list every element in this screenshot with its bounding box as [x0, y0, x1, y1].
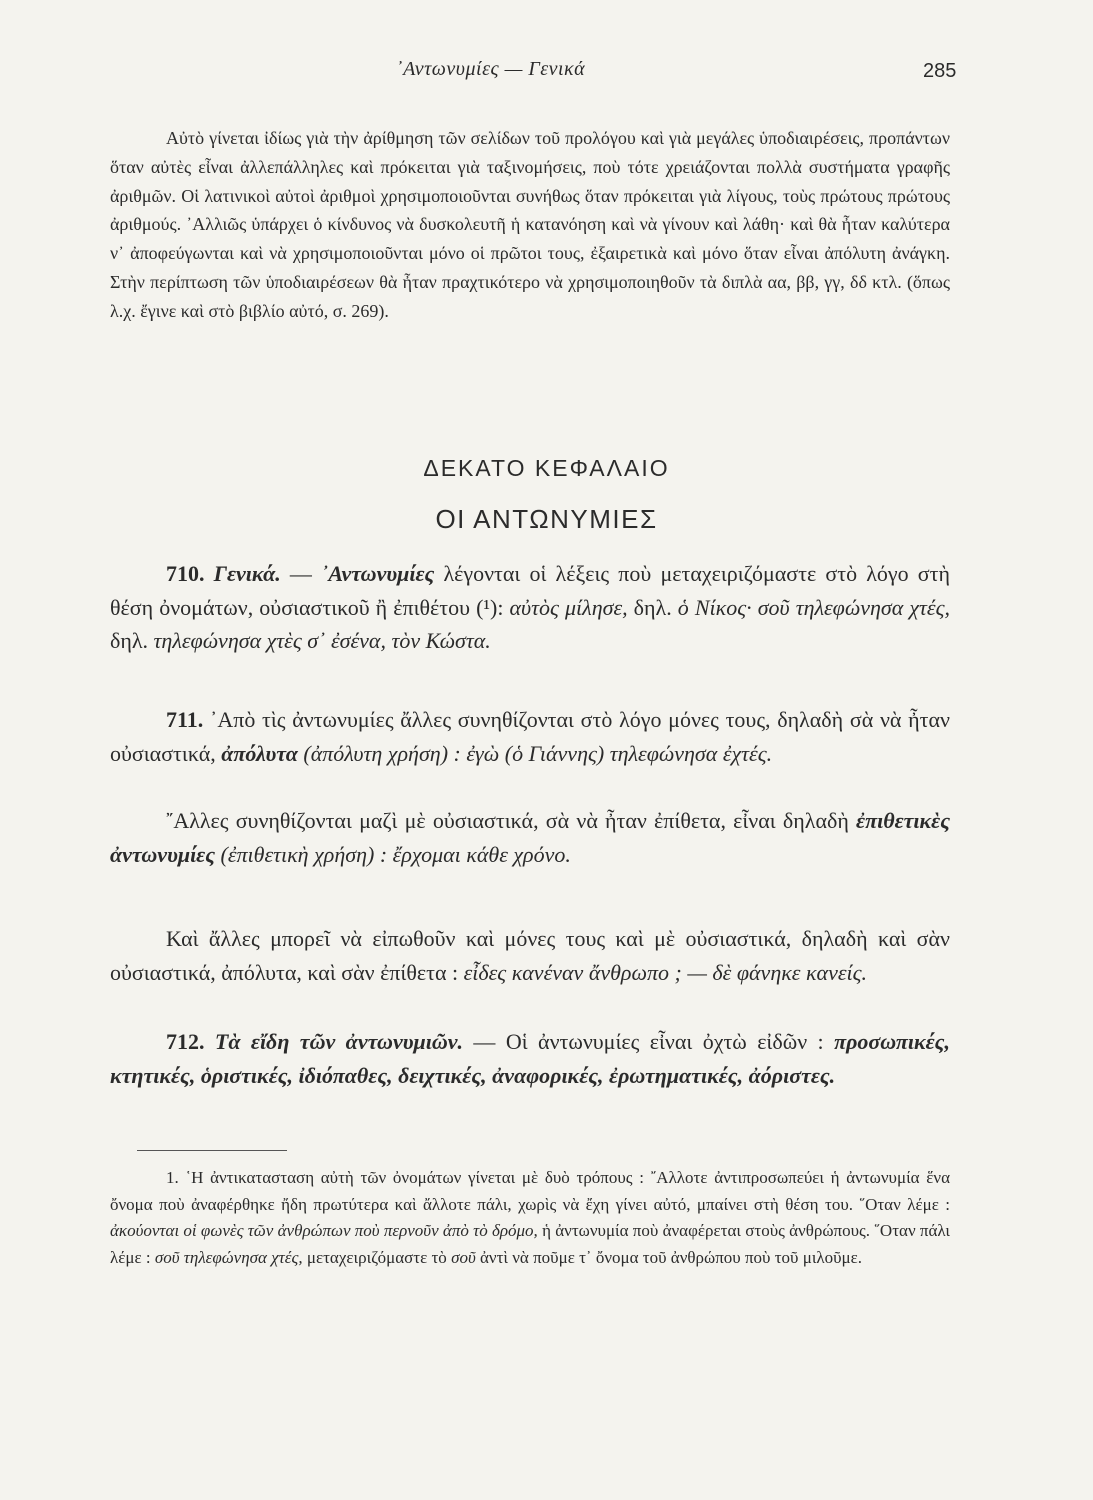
section-number: 710. [166, 561, 205, 586]
text: Καὶ ἄλλες μπορεῖ νὰ εἰπωθοῦν καὶ μόνες τους καὶ μὲ οὐσιαστικά, δηλαδὴ καὶ σὰν οὐσιαστικά, ἀπόλυτα, καὶ σὰν ἐπίθετα : [110, 926, 950, 985]
example: σοῦ τηλεφώνησα χτές, [154, 1247, 303, 1267]
example: ὁ Νίκος· σοῦ τηλεφώνησα χτές, [677, 594, 950, 620]
term: ᾿Αντωνυμίες [321, 561, 435, 586]
kinds-list: προσωπικές, κτητικές, ὁριστικές, ἰδιόπαθες, δειχτικές, ἀναφορικές, ἐρωτηματικές, ἀόριστες. [110, 1029, 950, 1088]
section-number: 712. [166, 1029, 205, 1054]
term: ἀπόλυτα [221, 740, 298, 766]
example: αὐτὸς μίλησε, [509, 594, 628, 620]
page-number: 285 [923, 60, 957, 82]
footnote [110, 1165, 950, 1271]
chapter-label: ΔΕΚΑΤΟ ΚΕΦΑΛΑΙΟ [423, 455, 670, 481]
example: τηλεφώνησα χτὲς σ᾿ ἐσένα, τὸν Κώστα. [153, 628, 491, 653]
text: ἡ ἀντωνυμία ποὺ ἀναφέρεται στοὺς ἀνθρώπους. ῞Οταν πάλι λέμε : [110, 1221, 950, 1267]
running-head [0, 58, 1093, 92]
text: δηλ. [110, 628, 154, 653]
text: μεταχειριζόμαστε τὸ [302, 1247, 452, 1267]
dash: — [280, 561, 322, 586]
section-712 [110, 1025, 950, 1092]
example: (ἀπόλυτη χρήση) : ἐγὼ (ὁ Γιάννης) τηλεφώνησα ἐχτές. [297, 740, 773, 766]
section-number: 711. [166, 707, 204, 732]
text: ᾿Απὸ τὶς ἀντωνυμίες ἄλλες συνηθίζονται στὸ λόγο μόνες τους, δηλαδὴ σὰ νὰ ἦταν οὐσιαστικά, [110, 707, 950, 766]
chapter-title: ΟΙ ΑΝΤΩΝΥΜΙΕΣ [435, 504, 658, 534]
example: σοῦ [451, 1247, 476, 1267]
example: ἀκούονται οἱ φωνὲς τῶν ἀνθρώπων ποὺ περνοῦν ἀπὸ τὸ δρόμο, [110, 1221, 538, 1240]
section-710 [110, 557, 950, 658]
footnote-rule [137, 1150, 287, 1151]
intro-paragraph: Αὐτὸ γίνεται ἰδίως γιὰ τὴν ἀρίθμηση τῶν σελίδων τοῦ προλόγου καὶ γιὰ μεγάλες ὑποδιαιρέσεις, προπάντων ὅταν αὐτὲς εἶναι ἀλλεπάλληλες καὶ πρόκειται γιὰ ταξινομήσεις, ποὺ τότε χρειάζονται πολλὰ συστήματα γραφῆς ἀριθμῶν. Οἱ λατινικοὶ αὐτοὶ ἀριθμοὶ χρησιμοποιοῦνται συνήθως ὅταν πρόκειται γιὰ λίγους, τοὺς πρώτους πρώτους ἀριθμούς. ᾿Αλλιῶς ὑπάρχει ὁ κίνδυνος νὰ δυσκολευτῆ ἡ κατανόηση καὶ νὰ γίνουν καὶ λάθη· καὶ θὰ ἦταν καλύτερα ν᾿ ἀποφεύγωνται καὶ νὰ χρησιμοποιοῦνται μόνο οἱ πρῶτοι τους, ἐξαιρετικὰ καὶ μόνο ὅταν εἶναι ἀπόλυτη ἀνάγκη. Στὴν περίπτωση τῶν ὑποδιαιρέσεων θὰ ἦταν πραχτικότερο νὰ χρησιμοποιηθοῦν τὰ διπλὰ αα, ββ, γγ, δδ κτλ. (ὅπως λ.χ. ἔγινε καὶ στὸ βιβλίο αὐτό, σ. 269). [110, 128, 950, 321]
section-711-paragraph-3 [110, 922, 950, 989]
section-heading: Γενικά. [213, 561, 281, 586]
footnote-marker: 1. [166, 1168, 179, 1187]
running-title: ᾿Αντωνυμίες — Γενικά [396, 58, 586, 80]
section-711-paragraph-2 [110, 804, 950, 871]
text: ἀντὶ νὰ ποῦμε τ᾿ ὄνομα τοῦ ἀνθρώπου ποὺ τοῦ μιλοῦμε. [475, 1247, 863, 1267]
text: — Οἱ ἀντωνυμίες εἶναι ὀχτὼ εἰδῶν : [463, 1029, 835, 1054]
term: ἐπιθετικὲς ἀντωνυμίες [110, 808, 950, 867]
text: δηλ. [627, 594, 678, 620]
section-711 [110, 703, 950, 770]
text: λέγονται οἱ λέξεις ποὺ μεταχειριζόμαστε στὸ λόγο στὴ θέση ὀνομάτων, οὐσιαστικοῦ ἢ ἐπιθέτου (¹): [110, 561, 950, 620]
example: (ἐπιθετικὴ χρήση) : ἔρχομαι κάθε χρόνο. [215, 841, 571, 867]
section-heading: Τὰ εἴδη τῶν ἀντωνυμιῶν. [214, 1029, 464, 1054]
text: ῾Η ἀντικατασταση αὐτὴ τῶν ὀνομάτων γίνεται μὲ δυὸ τρόπους : ῎Αλλοτε ἀντιπροσωπεύει ἡ ἀντωνυμία ἕνα ὄνομα ποὺ ἀναφέρθηκε ἤδη πρωτύτερα καὶ ἄλλοτε πάλι, χωρὶς νὰ ἔχη γίνει αὐτό, μπαίνει στὴ θέση του. ῞Οταν λέμε : [110, 1168, 950, 1214]
example: εἶδες κανέναν ἄνθρωπο ; — δὲ φάνηκε κανείς. [463, 959, 868, 985]
text: ῎Αλλες συνηθίζονται μαζὶ μὲ οὐσιαστικά, σὰ νὰ ἦταν ἐπίθετα, εἶναι δηλαδὴ [166, 808, 857, 833]
